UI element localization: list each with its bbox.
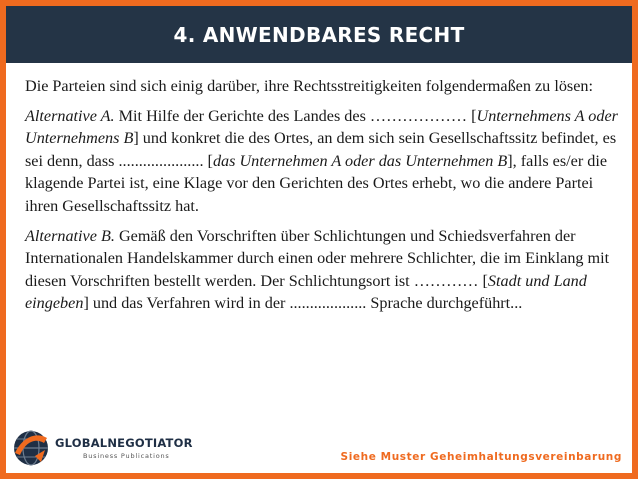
alternative-b-placeholder-1: Stadt und Land eingeben — [25, 271, 587, 313]
alternative-b-text-1: Gemäß den Vorschriften über Schlichtungen und Schiedsverfahren der Internationalen Handelskammer durch einen oder mehrere Schlichter, die im Einklang mit diesen Vorschriften bestellt werden. Der Schlichtungsort ist ………… [ — [25, 226, 610, 290]
slide-title: 4. ANWENDBARES RECHT — [173, 22, 465, 47]
slide-body — [25, 75, 625, 322]
alternative-a-text-3: ], falls es/er die klagende Partei ist, eine Klage vor den Gerichten des Ortes erhebt, wo die andere Partei ihren Gesellschaftssitz hat. — [25, 151, 608, 215]
alternative-a-text-1: Mit Hilfe der Gerichte des Landes des ……………… [ — [114, 106, 477, 125]
intro-text: Die Parteien sind sich einig darüber, ihre Rechtsstreitigkeiten folgendermaßen zu lösen: — [25, 77, 593, 95]
alternative-a-label: Alternative A. — [25, 106, 115, 125]
logo-subtitle: Business Publications — [83, 452, 170, 460]
alternative-a-paragraph — [25, 105, 625, 218]
intro-paragraph — [25, 75, 625, 98]
logo-wordmark-negotiator: NEGOTIATOR — [107, 436, 193, 450]
alternative-b-label: Alternative B. — [25, 226, 115, 245]
muster-link[interactable]: Siehe Muster Geheimhaltungsvereinbarung — [340, 451, 622, 463]
slide-header — [6, 6, 632, 63]
logo-wordmark-global: GLOBAL — [55, 436, 108, 450]
logo-wordmark — [55, 436, 193, 450]
alternative-a-text-2: ] und konkret die des Ortes, an dem sich sein Gesellschaftssitz befindet, es sei denn, dass ..................... [ — [25, 129, 617, 170]
alternative-a-placeholder-2: das Unternehmen A oder das Unternehmen B — [212, 151, 508, 170]
globe-logo-icon — [11, 428, 51, 468]
alternative-b-paragraph — [25, 225, 625, 315]
slide — [6, 6, 632, 473]
alternative-a-placeholder-1: Unternehmens A oder Unternehmens B — [25, 106, 618, 148]
globalnegotiator-logo — [11, 428, 191, 470]
alternative-b-text-2: ] und das Verfahren wird in der ................... Sprache durchgeführt... — [83, 294, 523, 313]
slide-footer — [6, 422, 632, 473]
